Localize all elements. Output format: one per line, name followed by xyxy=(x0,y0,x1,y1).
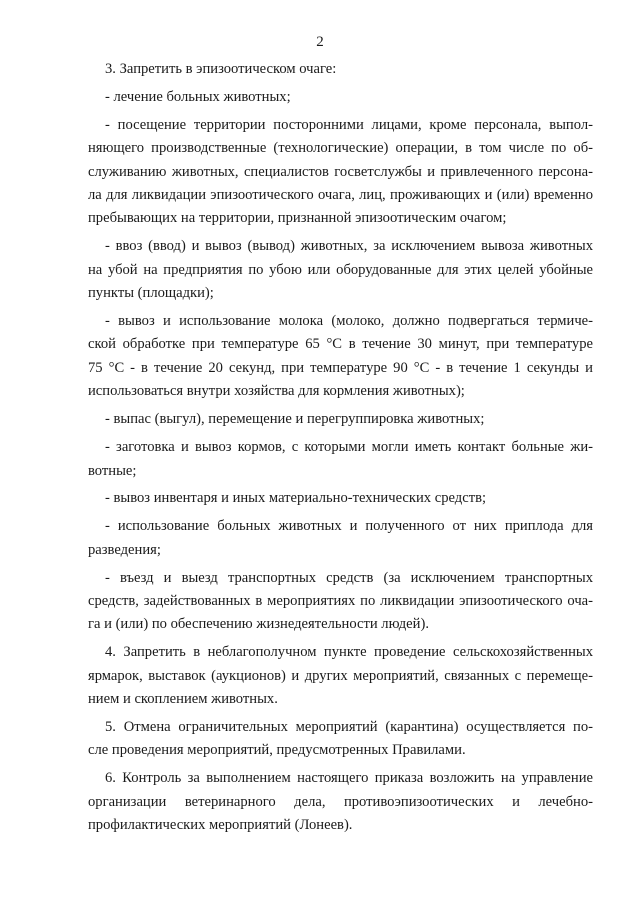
text-line: профилактических мероприятий (Лонеев). xyxy=(88,817,353,834)
text-line: организации ветеринарного дела, противоэпизоотических и лечебно- xyxy=(88,793,593,810)
text-line: на убой на предприятия по убою или оборудованные для этих целей убойные xyxy=(88,261,593,278)
text-line: 5. Отмена ограничительных мероприятий (карантина) осуществляется по- xyxy=(105,719,593,736)
text-line: нием и скоплением животных. xyxy=(88,691,278,708)
text-line: 4. Запретить в неблагополучном пункте проведение сельскохозяйственных xyxy=(105,644,593,661)
text-line: средств, задействованных в мероприятиях по ликвидации эпизоотического оча- xyxy=(88,593,593,610)
paragraph xyxy=(88,436,593,483)
text-line: - использование больных животных и полученного от них приплода для xyxy=(105,518,593,535)
text-line: га и (или) по обеспечению жизнедеятельности людей). xyxy=(88,616,429,633)
paragraph xyxy=(88,235,593,305)
document-body xyxy=(88,58,593,842)
text-line: - ввоз (ввод) и вывоз (вывод) животных, за исключением вывоза животных xyxy=(105,238,593,255)
text-line: няющего производственные (технологические) операции, в том числе по об- xyxy=(88,140,593,157)
text-line: пребывающих на территории, признанной эпизоотическим очагом; xyxy=(88,210,507,227)
text-line: - вывоз и использование молока (молоко, должно подвергаться термиче- xyxy=(105,313,593,330)
text-line: - лечение больных животных; xyxy=(105,88,291,105)
paragraph xyxy=(88,58,593,81)
page-number: 2 xyxy=(316,34,324,50)
paragraph xyxy=(88,310,593,404)
text-line: сле проведения мероприятий, предусмотренных Правилами. xyxy=(88,742,466,759)
paragraph xyxy=(88,487,593,510)
text-line: 6. Контроль за выполнением настоящего приказа возложить на управление xyxy=(105,770,593,787)
text-line: - заготовка и вывоз кормов, с которыми могли иметь контакт больные жи- xyxy=(105,439,593,456)
paragraph xyxy=(88,767,593,837)
text-line: ярмарок, выставок (аукционов) и других мероприятий, связанных с перемеще- xyxy=(88,667,593,684)
text-line: служиванию животных, специалистов госветслужбы и привлеченного персона- xyxy=(88,163,593,180)
text-line: вотные; xyxy=(88,462,137,479)
text-line: 75 °С - в течение 20 секунд, при температуре 90 °С - в течение 1 секунды и xyxy=(88,359,593,376)
paragraph xyxy=(88,567,593,637)
text-line: 3. Запретить в эпизоотическом очаге: xyxy=(105,61,337,77)
text-line: пункты (площадки); xyxy=(88,285,214,302)
text-line: разведения; xyxy=(88,541,161,558)
text-line: ла для ликвидации эпизоотического очага, лиц, проживающих и (или) временно xyxy=(88,187,593,204)
paragraph xyxy=(88,716,593,763)
text-line: использоваться внутри хозяйства для кормления животных); xyxy=(88,383,465,400)
text-line: - вывоз инвентаря и иных материально-технических средств; xyxy=(105,490,487,507)
text-line: - выпас (выгул), перемещение и перегруппировка животных; xyxy=(105,411,485,428)
paragraph xyxy=(88,86,593,109)
text-line: - посещение территории посторонними лицами, кроме персонала, выпол- xyxy=(105,116,593,133)
paragraph xyxy=(88,114,593,231)
text-line: ской обработке при температуре 65 °С в течение 30 минут, при температуре xyxy=(88,336,593,353)
paragraph xyxy=(88,515,593,562)
text-line: - въезд и выезд транспортных средств (за исключением транспортных xyxy=(105,569,593,586)
paragraph xyxy=(88,641,593,711)
paragraph xyxy=(88,408,593,431)
